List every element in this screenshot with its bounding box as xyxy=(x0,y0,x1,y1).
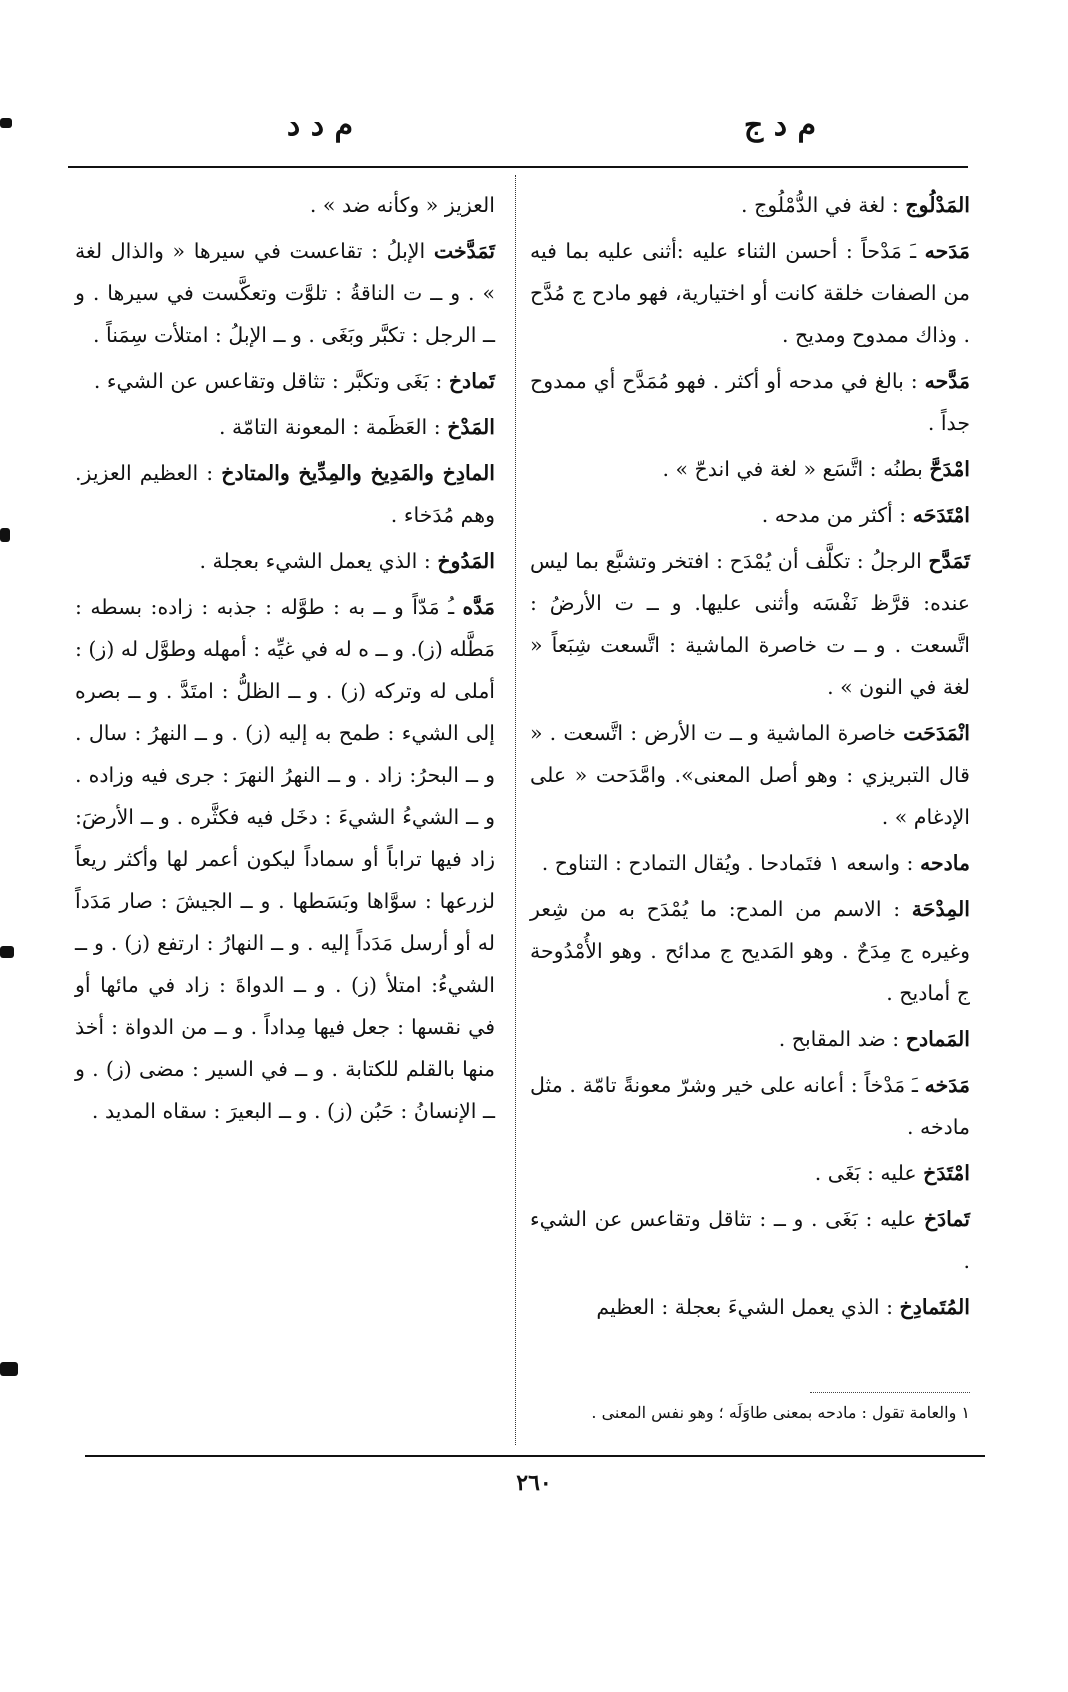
definition: بطنُه : اتَّسَع « لغة في اندحّ » . xyxy=(662,457,923,481)
dictionary-entry xyxy=(530,1064,970,1148)
dictionary-entry xyxy=(75,230,495,356)
dictionary-entry xyxy=(530,1198,970,1282)
dictionary-entry xyxy=(75,184,495,226)
headword: مَدَحه xyxy=(924,239,970,263)
definition: ـَ مَدْخاً : أعانه على خير وشرّ معونةً تامّة . مثل مادخه . xyxy=(530,1073,970,1139)
headword: مَدَّحه xyxy=(924,369,970,393)
definition: ـُ مَدّاً و ــ به : طوَّله : جذبه : زاده: بسطه : مَطَّله (ز). و ــ ه له في غيِّه : أمهله وطوَّل له (ز) : أملى له وتركه (ز) . و ــ الظلُّ : امتَدَّ . و ــ بصره إلى الشيء : طمح به إليه (ز) . و ــ النهرُ : سال . و ــ البحرُ: زاد . و ــ النهرُ النهرَ : جرى فيه وزاده . و ــ الشيءُ الشيءَ : دخَل فيه فكثَّره . و ــ الأرضَ: زاد فيها تراباً أو سماداً ليكون أعمر لها وأكثر ريعاً لزرعها : سوَّاها وبَسَطها . و ــ الجيشَ : صار مَدَداً له أو أرسل مَدَداً إليه . و ــ النهارُ : ارتفع (ز) . و ــ الشيءُ: امتلأ (ز) . و ــ الدواةَ : زاد في مائها أو في نقسها : جعل فيها مِداداً . و ــ من الدواة : أخذ منها بالقلم للكتابة . و ــ في السير : مضى (ز) . و ــ الإنسانُ : حَبُن (ز) . و ــ البعيرَ : سقاه المديد . xyxy=(75,595,495,1123)
definition: خاصرة الماشية و ــ ت الأرض : اتَّسعت . « قال التبريزي : وهو أصل المعنى». وامَّدَحت « على الإدغام » . xyxy=(530,721,970,829)
scan-mark-bottom xyxy=(0,1362,18,1376)
dictionary-entry xyxy=(530,184,970,226)
dictionary-entry xyxy=(530,1286,970,1328)
dictionary-entry xyxy=(75,586,495,1132)
definition: : العَظَمة : المعونة التامّة . xyxy=(218,415,441,439)
definition: عليه : بَغَى . xyxy=(814,1161,917,1185)
headword: انْمَدَحَت xyxy=(903,721,970,745)
dictionary-entry xyxy=(75,540,495,582)
definition: الإبلُ : تقاعست في سيرها « والذال لغة » . و ــ ت الناقةُ : تلوَّت وتعكَّست في سيرها . و ــ الرجل : تكبَّر وبَغَى . و ــ الإبلُ : امتلأت سِمَناً . xyxy=(75,239,495,347)
definition: ـَ مَدْحاً : أحسن الثناء عليه :أثنى عليه بما فيه من الصفات خلقة كانت أو اختيارية، فهو مادح ج مُدَّح . وذاك ممدوح ومديح . xyxy=(530,239,970,347)
header-rule xyxy=(68,166,968,168)
headword: مَدَخه xyxy=(924,1073,970,1097)
definition: : الذي يعمل الشيءَ بعجلة : العظيم xyxy=(596,1295,894,1319)
footnote: ١ والعامة تقول : مادحه بمعنى طاوَلَه ؛ وهو نفس المعنى . xyxy=(591,1403,970,1422)
definition: : بالغ في مدحه أو أكثر . فهو مُمَدَّح أي ممدوح جداً . xyxy=(530,369,970,435)
headword: تَمَدَّخت xyxy=(433,239,495,263)
headword: مَدَّه xyxy=(462,595,495,619)
dictionary-entry xyxy=(530,842,970,884)
headword: تَمادخ xyxy=(448,369,495,393)
headword: المَدْخ xyxy=(447,415,495,439)
dictionary-entry xyxy=(530,712,970,838)
headword: المِدْحَة xyxy=(911,897,970,921)
running-head-left: م د د xyxy=(286,108,354,143)
headword: المَدُوخ xyxy=(437,549,495,573)
scan-mark-top xyxy=(0,118,12,128)
page-number: ٢٦٠ xyxy=(516,1470,552,1496)
headword: مادحه xyxy=(919,851,970,875)
dictionary-entry xyxy=(530,1018,970,1060)
footnote-rule xyxy=(810,1392,970,1393)
definition: : الذي يعمل الشيء بعجلة . xyxy=(199,549,431,573)
right-column xyxy=(530,184,970,1332)
definition: : ضد المقابح . xyxy=(778,1027,900,1051)
scan-mark-middle xyxy=(0,528,10,542)
dictionary-entry xyxy=(530,1152,970,1194)
dictionary-entry xyxy=(530,448,970,490)
scan-mark-lower xyxy=(0,946,14,958)
definition: : الاسم من المدح: ما يُمْدَح به من شِعر وغيره ج مِدَحٌ . وهو المَديح ج مدائح . وهو الأُمْدُوحة ج أماديح . xyxy=(530,897,970,1005)
definition: عليه : بَغَى . و ــ : تثاقل وتقاعس عن الشيء . xyxy=(530,1207,970,1273)
headword: امْدَحَّ xyxy=(929,457,970,481)
dictionary-entry xyxy=(530,494,970,536)
left-column xyxy=(75,184,495,1136)
definition: : بَغَى وتكبَّر : تثاقل وتقاعس عن الشيء . xyxy=(93,369,443,393)
headword: امْتَدَخ xyxy=(923,1161,970,1185)
running-head-right: م د ج xyxy=(743,108,817,143)
headword: المَمادح xyxy=(905,1027,970,1051)
dictionary-entry xyxy=(530,230,970,356)
definition: العزيز « وكأنه ضد » . xyxy=(309,193,495,217)
definition: : لغة في الدُّمْلُوج . xyxy=(741,193,899,217)
definition: الرجلُ : تكلَّف أن يُمْدَح : افتخر وتشبَّع بما ليس عنده: قرَّظ نَفْسَه وأثنى عليها. و ــ ت الأرضُ : اتَّسعت . و ــ ت خاصرة الماشية : اتَّسعت شِبَعاً « لغة في النون » . xyxy=(530,549,970,699)
dictionary-entry xyxy=(75,452,495,536)
headword: تَمَدَّح xyxy=(928,549,970,573)
column-divider xyxy=(515,175,516,1445)
dictionary-entry xyxy=(530,888,970,1014)
headword: المُتَمادِخ xyxy=(899,1295,970,1319)
headword: المادِخ والمَدِيخ والمِدِّيخ والمتادخ xyxy=(221,461,495,485)
dictionary-entry xyxy=(75,360,495,402)
dictionary-entry xyxy=(530,360,970,444)
definition: : العظيم العزيز. وهم مُدَخاء . xyxy=(75,461,495,527)
definition: : أكثر من مدحه . xyxy=(761,503,907,527)
footer-rule xyxy=(85,1455,985,1457)
headword: تَمادَخ xyxy=(923,1207,970,1231)
dictionary-entry xyxy=(530,540,970,708)
headword: امْتَدَحَه xyxy=(912,503,970,527)
dictionary-entry xyxy=(75,406,495,448)
headword: المَدْلُوج xyxy=(905,193,970,217)
definition: : واسعه ١ فتَمادحا . ويُقال التمادح : التناوح . xyxy=(541,851,914,875)
